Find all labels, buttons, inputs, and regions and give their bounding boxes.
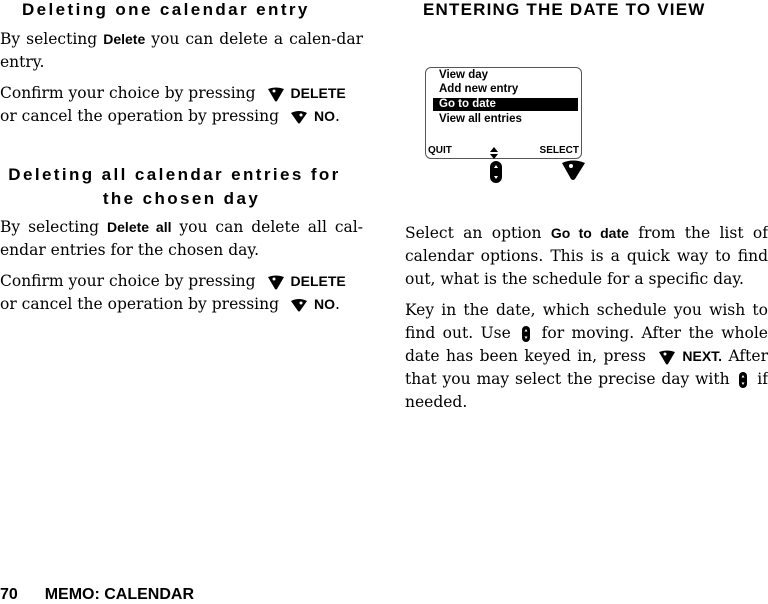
right-softkey-icon	[267, 86, 285, 102]
heading-enter-date: ENTERING THE DATE TO VIEW	[423, 0, 706, 19]
keyword-delete-all: Delete all	[107, 219, 172, 235]
keyword-no: NO	[313, 296, 335, 312]
section-delete-one	[0, 28, 363, 128]
scroll-arrows-icon	[490, 147, 498, 159]
menu-item[interactable]: View day	[439, 69, 489, 81]
paragraph-go-to-date: Select an option Go to date from the list of calendar options. This is a quick way to find out, what is the schedule for a specific day.	[405, 224, 768, 288]
scroll-key-icon	[521, 325, 531, 343]
phone-display	[425, 67, 582, 159]
right-softkey-icon	[658, 349, 676, 365]
right-softkey-icon	[267, 274, 285, 290]
keyword-go-to-date: Go to date	[550, 225, 629, 241]
paragraph-delete-one-intro: By selecting Delete you can delete a calen-dar entry.	[0, 30, 363, 71]
page-footer	[0, 586, 194, 604]
calendar-menu-list	[433, 69, 583, 129]
scroll-key-icon	[738, 371, 748, 389]
section-title: MEMO: CALENDAR	[44, 586, 195, 603]
page-number: 70	[0, 586, 18, 603]
paragraph-delete-one-confirm: Confirm your choice by pressing DELETE or cancel the operation by pressing NO.	[0, 84, 346, 125]
paragraph-key-in-date: Key in the date, which schedule you wish to find out. Use for moving. After the whole date has been keyed in, press NEXT. After that you may select the precise day with if needed.	[405, 301, 768, 411]
section-delete-all	[0, 216, 363, 316]
select-key-icon	[561, 159, 586, 181]
menu-item[interactable]: View all entries	[439, 113, 522, 125]
menu-item[interactable]: Add new entry	[439, 83, 519, 95]
paragraph-delete-all-intro: By selecting Delete all you can delete all cal-endar entries for the chosen day.	[0, 218, 363, 259]
keyword-next: NEXT.	[682, 348, 723, 364]
keyword-delete-key: DELETE	[290, 273, 346, 289]
left-softkey-icon	[290, 298, 308, 312]
menu-item-selected[interactable]: Go to date	[433, 98, 578, 111]
heading-delete-all: Deleting all calendar entries for the chosen day	[8, 165, 341, 208]
section-enter-date	[405, 222, 768, 414]
heading-delete-one: Deleting one calendar entry	[22, 0, 310, 19]
keyword-no: NO	[313, 108, 335, 124]
softkey-quit[interactable]: QUIT	[428, 145, 452, 156]
keyword-delete: Delete	[103, 31, 146, 47]
softkey-select[interactable]: SELECT	[539, 145, 579, 156]
keyword-delete-key: DELETE	[290, 85, 346, 101]
scroll-key-icon	[489, 160, 503, 184]
left-softkey-icon	[290, 110, 308, 124]
paragraph-delete-all-confirm: Confirm your choice by pressing DELETE or cancel the operation by pressing NO.	[0, 272, 346, 313]
